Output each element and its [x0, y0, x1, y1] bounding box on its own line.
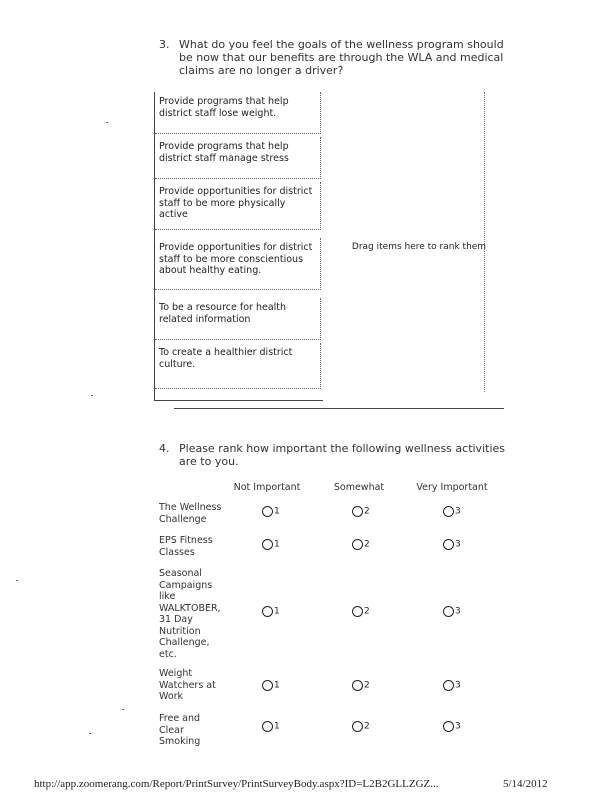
- row-label: The Wellness Challenge: [159, 502, 222, 525]
- radio-circle-icon: [352, 680, 363, 691]
- row-label: Weight Watchers at Work: [159, 668, 216, 702]
- radio-circle-icon: [352, 721, 363, 732]
- radio-circle-icon: [352, 606, 363, 617]
- question-number: 4.: [159, 442, 170, 455]
- radio-somewhat[interactable]: 2: [352, 721, 370, 732]
- scan-speck: [91, 395, 93, 396]
- scan-speck: [89, 733, 91, 734]
- rank-item-list: [154, 92, 323, 401]
- rank-item[interactable]: Provide programs that help district staff lose weight.: [155, 92, 321, 134]
- row-label: Seasonal Campaigns like WALKTOBER, 31 Day Nutrition Challenge, etc.: [159, 568, 221, 660]
- radio-circle-icon: [443, 680, 454, 691]
- rank-item[interactable]: Provide opportunities for district staff to be more physically active: [155, 182, 321, 230]
- question-4: [159, 442, 509, 470]
- radio-circle-icon: [443, 506, 454, 517]
- column-header-very-important: Very Important: [416, 482, 488, 493]
- ranking-widget: [154, 92, 504, 408]
- rank-drop-zone[interactable]: [324, 92, 485, 392]
- question-text: What do you feel the goals of the wellness program should be now that our benefits are through the WLA and medical claims are no longer a driver?: [179, 38, 504, 77]
- radio-circle-icon: [262, 680, 273, 691]
- radio-very-important[interactable]: 3: [443, 539, 461, 550]
- radio-very-important[interactable]: 3: [443, 506, 461, 517]
- radio-very-important[interactable]: 3: [443, 606, 461, 617]
- radio-not-important[interactable]: 1: [262, 606, 280, 617]
- radio-circle-icon: [352, 539, 363, 550]
- rank-item[interactable]: Provide opportunities for district staff to be more conscientious about healthy eating.: [155, 238, 321, 290]
- rank-item[interactable]: Provide programs that help district staff manage stress: [155, 137, 321, 179]
- radio-not-important[interactable]: 1: [262, 721, 280, 732]
- column-header-somewhat: Somewhat: [333, 482, 385, 493]
- radio-circle-icon: [262, 721, 273, 732]
- radio-somewhat[interactable]: 2: [352, 606, 370, 617]
- radio-not-important[interactable]: 1: [262, 506, 280, 517]
- scan-speck: [106, 122, 108, 123]
- divider: [174, 408, 504, 409]
- radio-not-important[interactable]: 1: [262, 539, 280, 550]
- row-label: Free and Clear Smoking: [159, 713, 201, 747]
- radio-very-important[interactable]: 3: [443, 680, 461, 691]
- radio-very-important[interactable]: 3: [443, 721, 461, 732]
- radio-somewhat[interactable]: 2: [352, 680, 370, 691]
- column-header-not-important: Not Important: [233, 482, 301, 493]
- radio-circle-icon: [262, 606, 273, 617]
- rank-item[interactable]: To be a resource for health related information: [155, 298, 321, 340]
- scan-speck: [16, 580, 18, 581]
- radio-circle-icon: [262, 506, 273, 517]
- footer-url: http://app.zoomerang.com/Report/PrintSurvey/PrintSurveyBody.aspx?ID=L2B2GLLZGZ...: [34, 778, 439, 790]
- rank-item[interactable]: To create a healthier district culture.: [155, 343, 321, 389]
- radio-circle-icon: [443, 721, 454, 732]
- scan-speck: [122, 709, 124, 710]
- question-text: Please rank how important the following wellness activities are to you.: [179, 442, 505, 468]
- row-label: EPS Fitness Classes: [159, 535, 213, 558]
- radio-somewhat[interactable]: 2: [352, 506, 370, 517]
- question-number: 3.: [159, 38, 170, 51]
- radio-circle-icon: [262, 539, 273, 550]
- radio-circle-icon: [352, 506, 363, 517]
- radio-circle-icon: [443, 539, 454, 550]
- radio-not-important[interactable]: 1: [262, 680, 280, 691]
- footer-date: 5/14/2012: [503, 778, 548, 790]
- question-3: [159, 38, 509, 82]
- drop-zone-label: Drag items here to rank them: [351, 242, 487, 252]
- radio-somewhat[interactable]: 2: [352, 539, 370, 550]
- radio-circle-icon: [443, 606, 454, 617]
